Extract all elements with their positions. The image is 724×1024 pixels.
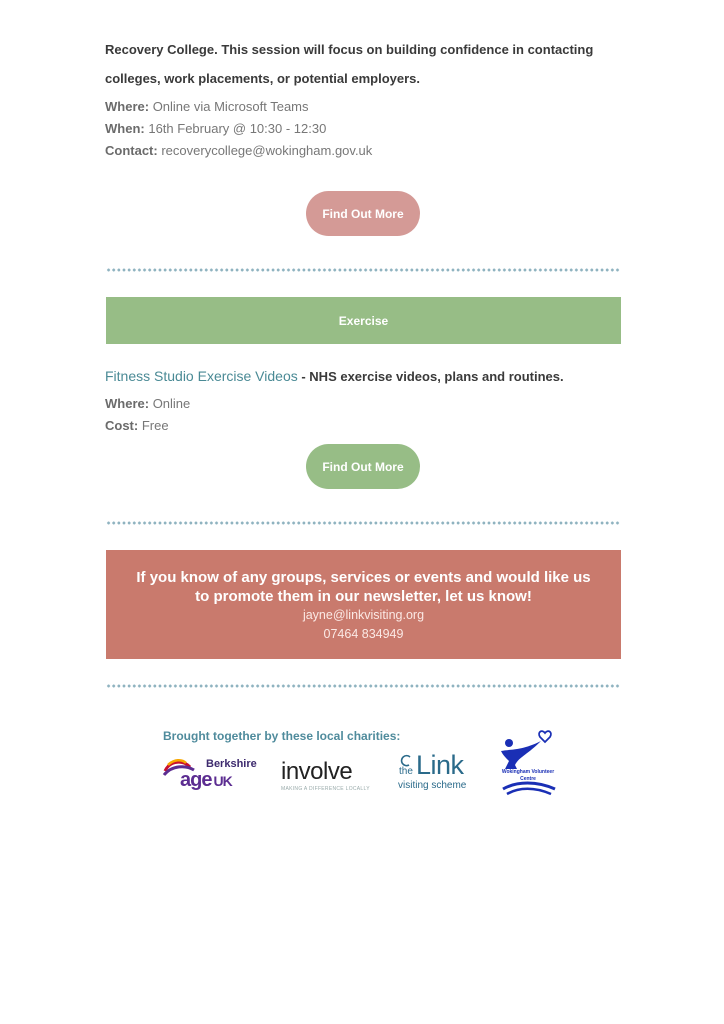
when-label: When: — [105, 121, 145, 136]
link-main-text: Link — [416, 750, 464, 780]
age-uk-logo — [162, 755, 258, 795]
exercise-find-out-more-button[interactable]: Find Out More — [306, 444, 420, 489]
session-when — [105, 121, 326, 136]
cta-email[interactable]: jayne@linkvisiting.org — [302, 608, 425, 622]
newsletter-cta-box — [106, 550, 621, 659]
find-out-more-button[interactable]: Find Out More — [306, 191, 420, 236]
session-contact — [105, 143, 372, 158]
exercise-cost-value: Free — [141, 418, 169, 433]
contact-label: Contact: — [105, 143, 158, 158]
where-value: Online via Microsoft Teams — [152, 99, 309, 114]
session-where — [105, 99, 309, 114]
charities-heading: Brought together by these local charities: — [163, 729, 401, 743]
the-link-logo — [397, 752, 477, 794]
exercise-banner: Exercise — [106, 297, 621, 344]
dotted-divider-2 — [106, 521, 621, 525]
contact-value[interactable]: recoverycollege@wokingham.gov.uk — [161, 143, 373, 158]
exercise-cost — [105, 418, 169, 433]
involve-tagline: MAKING A DIFFERENCE LOCALLY — [281, 786, 370, 792]
link-the-text: the — [399, 766, 413, 777]
wvc-line-1: Wokingham Volunteer — [501, 769, 555, 775]
where-label: Where: — [105, 99, 150, 114]
cta-heading-line-2: to promote them in our newsletter, let us know! — [195, 588, 532, 605]
involve-logo — [281, 760, 375, 794]
cta-heading-line-1: If you know of any groups, services or events and would like us — [136, 569, 591, 586]
exercise-where-value: Online — [152, 396, 191, 411]
age-uk-age — [180, 769, 232, 792]
link-visiting-scheme: visiting scheme — [398, 780, 467, 791]
exercise-cost-label: Cost: — [105, 418, 139, 433]
age-uk-berkshire: Berkshire — [206, 758, 257, 770]
dotted-divider — [106, 268, 621, 272]
dotted-divider-3 — [106, 684, 621, 688]
age-uk-age-text: age — [180, 769, 212, 791]
when-value: 16th February @ 10:30 - 12:30 — [148, 121, 327, 136]
exercise-title — [105, 368, 564, 384]
exercise-where-label: Where: — [105, 396, 150, 411]
cta-phone[interactable]: 07464 834949 — [323, 627, 404, 641]
volunteer-figure-icon — [497, 729, 559, 797]
fitness-studio-link[interactable]: Fitness Studio Exercise Videos — [105, 368, 298, 384]
age-uk-uk-text: UK — [213, 773, 232, 789]
wvc-line-2: Centre — [520, 776, 536, 782]
exercise-title-description: - NHS exercise videos, plans and routines. — [297, 369, 564, 384]
session-description-line-1: Recovery College. This session will focus on building confidence in contacting — [105, 42, 594, 57]
involve-wordmark: involve — [281, 758, 353, 785]
exercise-where — [105, 396, 190, 411]
wokingham-volunteer-centre-logo — [497, 729, 559, 797]
session-description-line-2: colleges, work placements, or potential employers. — [105, 71, 420, 86]
